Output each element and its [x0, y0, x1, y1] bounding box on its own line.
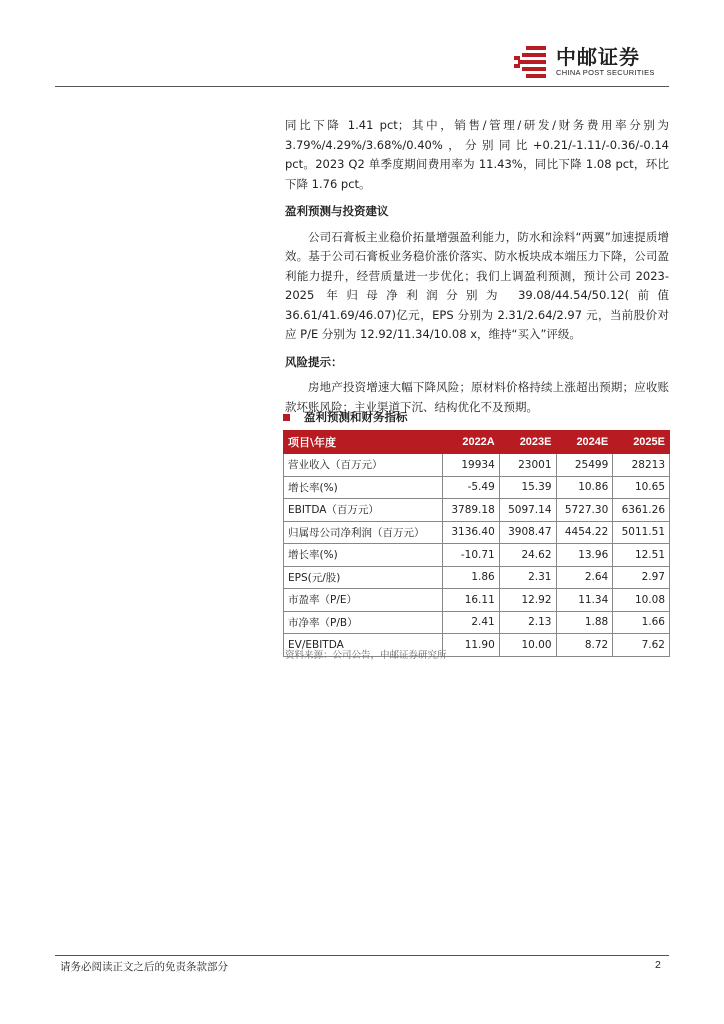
row-label-cell: EPS(元/股) [284, 566, 443, 589]
row-label-cell: 增长率(%) [284, 476, 443, 499]
row-value-cell: 15.39 [499, 476, 556, 499]
row-value-cell: 1.88 [556, 611, 613, 634]
table-row [284, 544, 670, 567]
row-value-cell: 3908.47 [499, 521, 556, 544]
table-title [285, 409, 408, 425]
header-year-cell: 2025E [613, 431, 670, 454]
header-divider [55, 86, 669, 87]
row-value-cell: 24.62 [499, 544, 556, 567]
row-value-cell: 13.96 [556, 544, 613, 567]
row-value-cell: 1.66 [613, 611, 670, 634]
row-value-cell: 28213 [613, 454, 670, 477]
header-year-cell: 2023E [499, 431, 556, 454]
row-label-cell: EV/EBITDA [284, 634, 443, 657]
table-row [284, 454, 670, 477]
brand-name-en: CHINA POST SECURITIES [556, 68, 655, 77]
row-value-cell: 10.86 [556, 476, 613, 499]
row-value-cell: 16.11 [443, 589, 500, 612]
row-value-cell: 5097.14 [499, 499, 556, 522]
paragraph-expense-ratio: 同比下降 1.41 pct；其中，销售/管理/研发/财务费用率分别为3.79%/4.29%/3.68%/0.40%，分别同比+0.21/-1.11/-0.36/-0.14 pct。2023 Q2 单季度期间费用率为 11.43%，同比下降 1.08 pct，环比下降 1.76 pct。 [285, 118, 669, 191]
row-value-cell: 19934 [443, 454, 500, 477]
row-value-cell: 2.97 [613, 566, 670, 589]
financial-forecast-table [283, 430, 670, 657]
row-value-cell: 2.64 [556, 566, 613, 589]
table-row [284, 521, 670, 544]
row-value-cell: 1.86 [443, 566, 500, 589]
table-row [284, 476, 670, 499]
row-value-cell: 2.41 [443, 611, 500, 634]
row-label-cell: 营业收入（百万元） [284, 454, 443, 477]
brand-logo [512, 44, 655, 80]
row-value-cell: 10.65 [613, 476, 670, 499]
row-value-cell: 12.92 [499, 589, 556, 612]
row-value-cell: -5.49 [443, 476, 500, 499]
table-row [284, 589, 670, 612]
row-value-cell: 8.72 [556, 634, 613, 657]
square-bullet-icon [283, 414, 290, 421]
table-row [284, 566, 670, 589]
table-source-note: 资料来源：公司公告，中邮证券研究所 [285, 650, 447, 661]
china-post-logo-icon [512, 44, 552, 80]
paragraph-forecast: 公司石膏板主业稳价拓量增强盈利能力，防水和涂料“两翼”加速提质增效。基于公司石膏板业务稳价涨价落实、防水板块成本端压力下降，公司盈利能力提升，经营质量进一步优化；我们上调盈利预测，预计公司 2023-2025 年归母净利润分别为 39.08/44.54/50.12(前值 36.61/41.69/46.07)亿元，EPS 分别为 2.31/2.64/2.97 元，当前股价对应 P/E 分别为 12.92/11.34/10.08 x，维持“买入”评级。 [285, 229, 669, 341]
row-value-cell: 3789.18 [443, 499, 500, 522]
header-label-cell: 项目\年度 [284, 431, 443, 454]
row-label-cell: 市盈率（P/E） [284, 589, 443, 612]
table-row [284, 611, 670, 634]
page-number: 2 [655, 959, 661, 971]
table-title-text: 盈利预测和财务指标 [304, 410, 408, 424]
header-year-cell: 2024E [556, 431, 613, 454]
section-title-forecast: 盈利预测与投资建议 [285, 204, 389, 218]
brand-name-cn: 中邮证券 [556, 45, 640, 69]
row-value-cell: 10.08 [613, 589, 670, 612]
row-label-cell: 归属母公司净利润（百万元） [284, 521, 443, 544]
row-label-cell: EBITDA（百万元） [284, 499, 443, 522]
row-value-cell: 23001 [499, 454, 556, 477]
main-content [285, 116, 669, 417]
row-value-cell: 5727.30 [556, 499, 613, 522]
table-header-row [284, 431, 670, 454]
row-value-cell: 4454.22 [556, 521, 613, 544]
row-value-cell: 11.34 [556, 589, 613, 612]
row-value-cell: 2.13 [499, 611, 556, 634]
row-label-cell: 增长率(%) [284, 544, 443, 567]
row-value-cell: 6361.26 [613, 499, 670, 522]
table-row [284, 499, 670, 522]
row-label-cell: 市净率（P/B） [284, 611, 443, 634]
row-value-cell: 12.51 [613, 544, 670, 567]
row-value-cell: 25499 [556, 454, 613, 477]
footer-disclaimer: 请务必阅读正文之后的免责条款部分 [60, 961, 228, 973]
row-value-cell: 11.90 [443, 634, 500, 657]
row-value-cell: -10.71 [443, 544, 500, 567]
row-value-cell: 5011.51 [613, 521, 670, 544]
row-value-cell: 3136.40 [443, 521, 500, 544]
row-value-cell: 2.31 [499, 566, 556, 589]
header-year-cell: 2022A [443, 431, 500, 454]
footer-divider [55, 955, 669, 956]
paragraph-risk: 房地产投资增速大幅下降风险；原材料价格持续上涨超出预期；应收账款坏账风险；主业渠道下沉、结构优化不及预期。 [285, 380, 669, 414]
section-title-risk: 风险提示： [285, 354, 343, 369]
row-value-cell: 10.00 [499, 634, 556, 657]
row-value-cell: 7.62 [613, 634, 670, 657]
